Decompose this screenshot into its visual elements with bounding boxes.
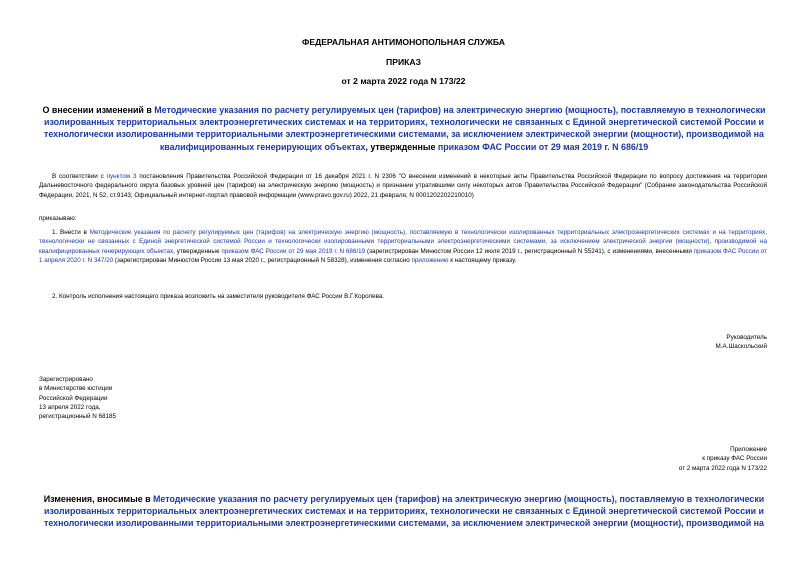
order-686-link[interactable]: приказом ФАС России от 29 мая 2019 г. N 686/19 xyxy=(437,141,649,152)
registration-line-5: регистрационный N 68185 xyxy=(39,413,117,421)
item1-text-1: 1. Внести в xyxy=(52,229,90,236)
appendix-guidelines-link[interactable]: Методические указания по расчету регулируемых цен (тарифов) на электрическую энергию (мощность), поставляемую в технологически изолированных территориальных электроэнергетических системах и на территориях, технологически не связанных с Единой энергетической системой России и технологически изолированными территориальными электроэнергетическими системами, за исключением электрической энергии (мощности), производимой на xyxy=(44,494,765,529)
orders-word: приказываю: xyxy=(39,215,77,222)
registration-line-1: Зарегистрировано xyxy=(39,376,93,383)
preamble-text-2: постановления Правительства Российской Федерации от 16 декабря 2021 г. N 2306 "О внесении изменений в некоторые акты Правительства Российской Федерации по вопросу достижения на территории Дальневосточного федерального округа базовых уровней цен (тарифов) на электрическую энергию (мощность) и признании утратившими силу некоторых актов Правительства Российской Федерации" (Собрание законодательства Российской Федерации, 2021, N 52, ст.9143; Официальный интернет-портал правовой информации (www.pravo.gov.ru) 2022, 21 февраля, N 0001202202210010) xyxy=(39,173,767,199)
item1-text-3: (зарегистрирован Минюстом России 12 июля 2019 г., регистрационный N 55241), с изменениями, внесенными xyxy=(365,247,694,255)
registration-line-2: в Министерстве юстиции xyxy=(39,385,113,393)
registration-line-3: Российской Федерации xyxy=(39,394,108,402)
title-prefix: О внесении изменений в xyxy=(42,105,155,115)
agency-name: ФЕДЕРАЛЬНАЯ АНТИМОНОПОЛЬНАЯ СЛУЖБА xyxy=(302,37,505,47)
item-1-paragraph xyxy=(39,228,767,265)
registration-block xyxy=(39,375,116,421)
registration-line-4: 13 апреля 2022 года, xyxy=(39,403,101,411)
item1-order-686-link[interactable]: приказом ФАС России от 29 мая 2019 г. N 686/19 xyxy=(221,247,366,255)
document-type: ПРИКАЗ xyxy=(386,57,421,67)
appendix-title-prefix: Изменения, вносимые в xyxy=(43,494,154,504)
item-2-paragraph: 2. Контроль исполнения настоящего приказа возложить на заместителя руководителя ФАС России В.Г.Королева. xyxy=(52,293,385,300)
item1-text-4: (зарегистрирован Минюстом России 13 мая 2020 г., регистрационный N 58328), изменения согласно xyxy=(113,256,412,264)
appendix-title xyxy=(34,493,774,530)
title-middle: , утвержденные xyxy=(365,141,438,152)
item1-text-5: к настоящему приказу. xyxy=(448,256,517,264)
document-title xyxy=(34,104,774,153)
appendix-line-2: к приказу ФАС России xyxy=(702,455,767,463)
preamble-paragraph xyxy=(39,172,767,200)
item1-order-347-link[interactable]: приказом ФАС России от 1 апреля 2020 г. N 347/20 xyxy=(39,247,767,264)
signature-block xyxy=(716,333,767,352)
point-3-link[interactable]: пунктом 3 xyxy=(106,173,137,180)
signature-role: Руководитель xyxy=(726,334,767,341)
appendix-line-3: от 2 марта 2022 года N 173/22 xyxy=(678,464,767,472)
appendix-link[interactable]: приложению xyxy=(411,256,449,264)
appendix-header xyxy=(679,445,767,473)
signature-name: М.А.Шаскольский xyxy=(715,343,767,351)
preamble-text-1: В соответствии с xyxy=(52,173,107,180)
appendix-line-1: Приложение xyxy=(730,446,767,453)
item1-guidelines-link[interactable]: Методические указания по расчету регулируемых цен (тарифов) на электрическую энергию (мощность), поставляемую в технологически изолированных территориальных электроэнергетических системах и на территориях, технологически не связанных с Единой энергетической системой России и технологически изолированными территориальными электроэнергетическими системами, за исключением электрической энергии (мощности), производимой на квалифицированных генерирующих объектах xyxy=(39,229,767,255)
document-date: от 2 марта 2022 года N 173/22 xyxy=(341,76,466,86)
item1-text-2: , утвержденные xyxy=(173,247,222,255)
guidelines-link[interactable]: Методические указания по расчету регулируемых цен (тарифов) на электрическую энергию (мощность), поставляемую в технологически изолированных территориальных электроэнергетических системах и на территориях, технологически не связанных с Единой энергетической системой России и технологически изолированными территориальными электроэнергетическими системами, за исключением электрической энергии (мощности), производимой на квалифицированных генерирующих объектах xyxy=(44,105,766,152)
